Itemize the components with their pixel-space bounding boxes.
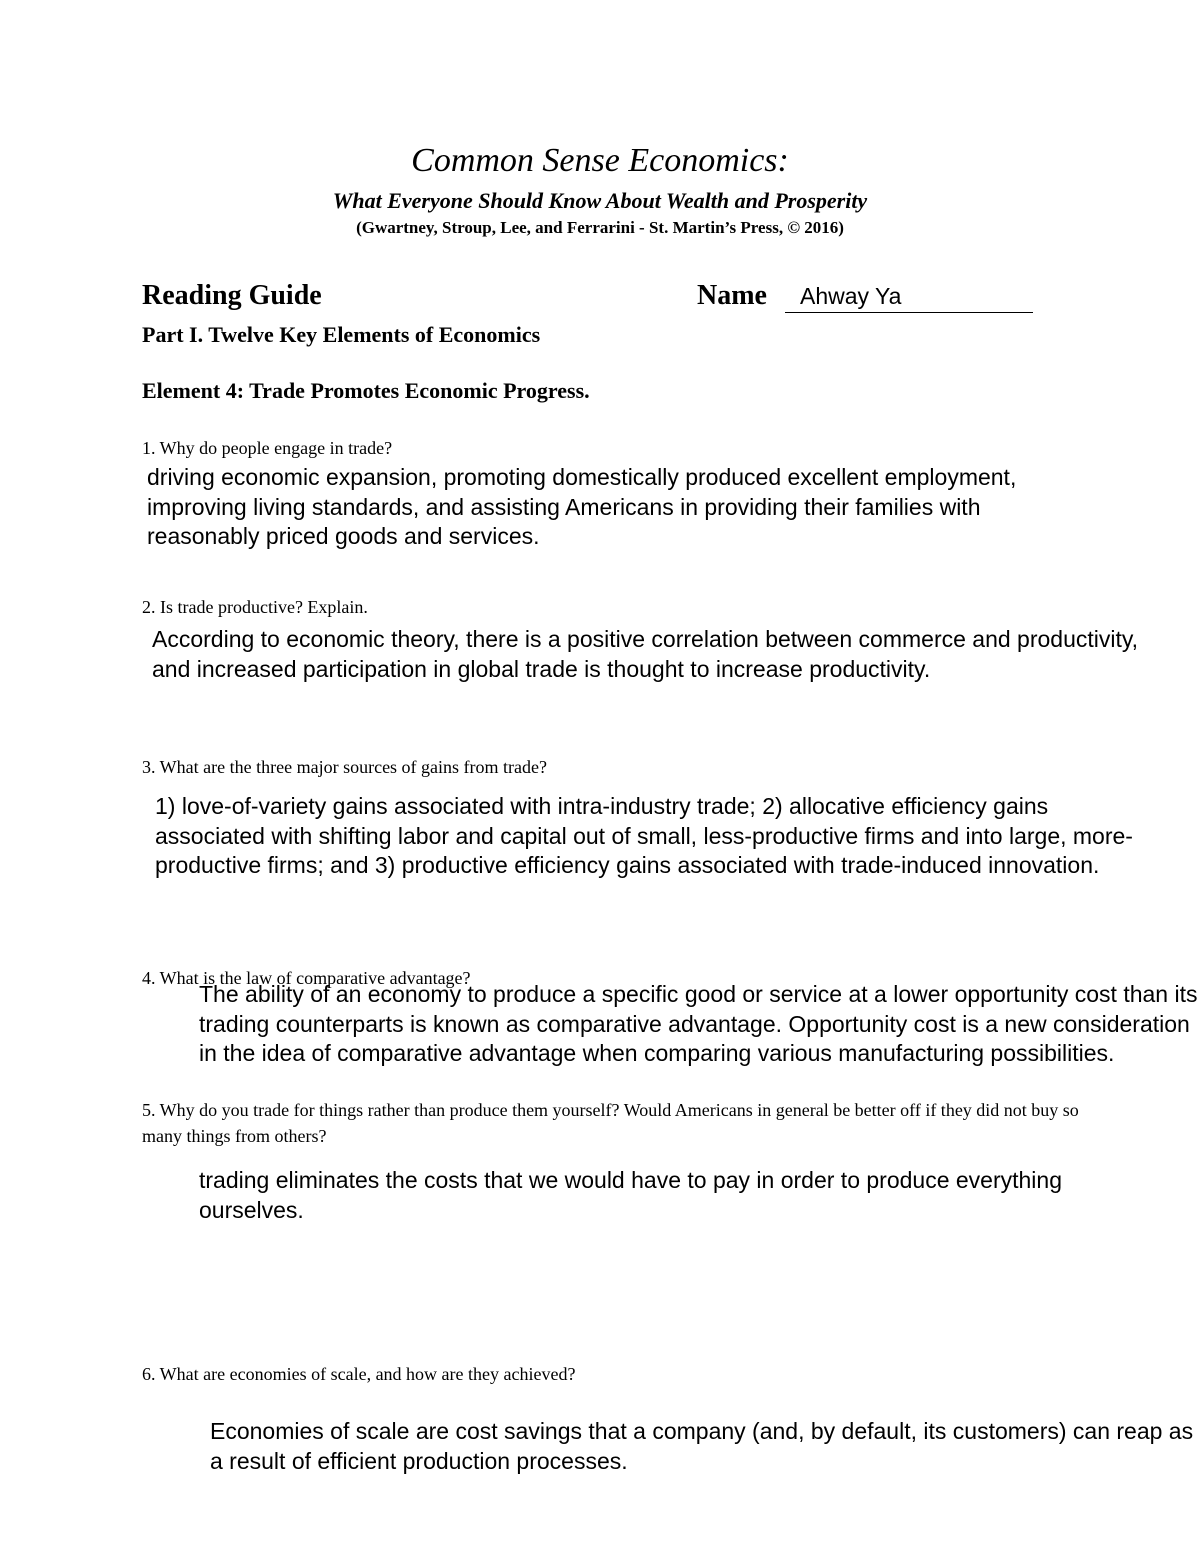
reading-guide-label: Reading Guide [142, 280, 322, 311]
question-4: 4. What is the law of comparative advantage? [142, 968, 471, 988]
question-5: 5. Why do you trade for things rather than produce them yourself? Would Americans in general be better off if they did not buy so many things from others? [142, 1100, 1079, 1146]
document-subtitle: What Everyone Should Know About Wealth and Prosperity [332, 188, 868, 213]
answer-5[interactable]: trading eliminates the costs that we would have to pay in order to produce everything ourselves. [199, 1167, 1062, 1223]
name-field[interactable]: Ahway Ya [800, 283, 902, 309]
citation: (Gwartney, Stroup, Lee, and Ferrarini - St. Martin’s Press, © 2016) [356, 218, 844, 237]
question-1: 1. Why do people engage in trade? [142, 438, 393, 458]
answer-4[interactable]: The ability of an economy to produce a specific good or service at a lower opportunity cost than its trading counterparts is known as comparative advantage. Opportunity cost is a new consideration in the idea of comparative advantage when comparing various manufacturing possibilities. [199, 981, 1198, 1066]
element-heading: Element 4: Trade Promotes Economic Progress. [142, 378, 590, 403]
question-3: 3. What are the three major sources of gains from trade? [142, 757, 547, 777]
answer-3[interactable]: 1) love-of-variety gains associated with intra-industry trade; 2) allocative efficiency gains associated with shifting labor and capital out of small, less-productive firms and into large, more-productive firms; and 3) productive efficiency gains associated with trade-induced innovation. [155, 793, 1133, 878]
answer-1[interactable]: driving economic expansion, promoting domestically produced excellent employment, improving living standards, and assisting Americans in providing their families with reasonably priced goods and services. [147, 464, 1017, 549]
question-6: 6. What are economies of scale, and how are they achieved? [142, 1364, 576, 1384]
question-2: 2. Is trade productive? Explain. [142, 597, 368, 617]
name-underline [785, 312, 1033, 313]
part-heading: Part I. Twelve Key Elements of Economics [142, 322, 541, 347]
name-label: Name [697, 280, 767, 311]
document-title: Common Sense Economics: [411, 142, 789, 179]
answer-6[interactable]: Economies of scale are cost savings that a company (and, by default, its customers) can reap as a result of efficient production processes. [210, 1418, 1194, 1474]
answer-2[interactable]: According to economic theory, there is a positive correlation between commerce and productivity, and increased participation in global trade is thought to increase productivity. [152, 626, 1139, 682]
